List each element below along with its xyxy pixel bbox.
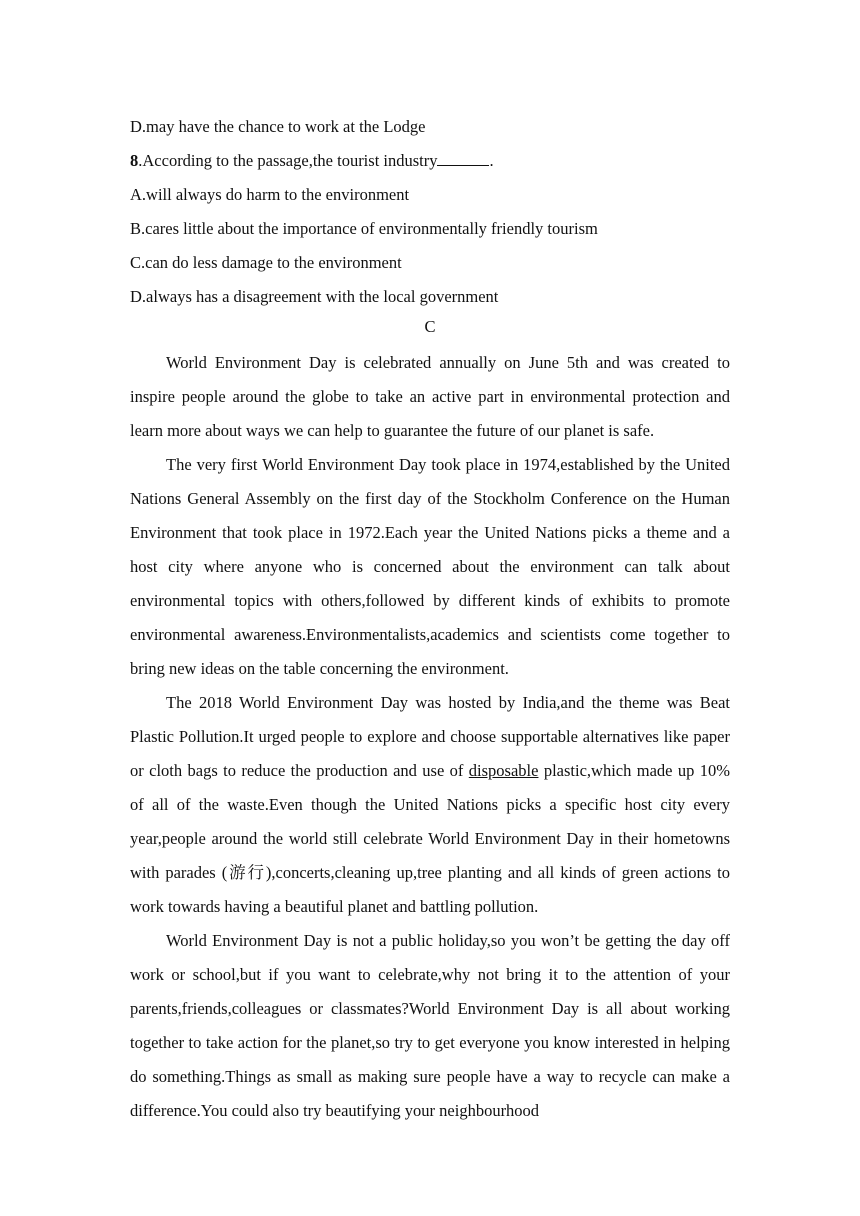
q8-stem-text: .According to the passage,the tourist industry <box>138 151 438 170</box>
q8-option-a: A.will always do harm to the environment <box>130 185 410 204</box>
section-heading: C <box>424 317 436 336</box>
p3-text-after: plastic,which made up 10% of all of the waste.Even though the United Nations picks a specific host city every year,people around the world still celebrate World Environment Day in their hometowns with parades (游行),concerts,cleaning up,tree planting and all kinds of green actions to work towards having a beautiful planet and battling pollution. <box>130 761 730 916</box>
q8-option-c: C.can do less damage to the environment <box>130 253 402 272</box>
q8-option-b: B.cares little about the importance of environmentally friendly tourism <box>130 219 598 238</box>
p3-text-before: The 2018 World Environment Day was hosted by India,and the theme was Beat Plastic Pollution.It urged people to explore and choose supportable alternatives like paper or cloth bags to reduce the production and use of <box>130 693 730 780</box>
q8-option-d: D.always has a disagreement with the local government <box>130 287 499 306</box>
underlined-word: disposable <box>468 761 539 780</box>
passage-paragraph-3 <box>130 686 730 924</box>
q8-number: 8 <box>130 151 139 170</box>
q7-option-d: D.may have the chance to work at the Lodge <box>130 117 426 136</box>
passage-paragraph-2: The very first World Environment Day took place in 1974,established by the United Nations General Assembly on the first day of the Stockholm Conference on the Human Environment that took place in 1972.Each year the United Nations picks a theme and a host city where anyone who is concerned about the environment can talk about environmental topics with others,followed by different kinds of exhibits to promote environmental awareness.Environmentalists,academics and scientists come together to bring new ideas on the table concerning the environment. <box>130 455 730 678</box>
q8-answer-blank <box>437 147 489 166</box>
q8-stem-end: . <box>489 151 494 170</box>
q8-stem <box>130 144 730 178</box>
passage-paragraph-1: World Environment Day is celebrated annually on June 5th and was created to inspire people around the globe to take an active part in environmental protection and learn more about ways we can help to guarantee the future of our planet is safe. <box>130 353 730 440</box>
passage-paragraph-4: World Environment Day is not a public holiday,so you won’t be getting the day off work or school,but if you want to celebrate,why not bring it to the attention of your parents,friends,colleagues or classmates?World Environment Day is all about working together to take action for the planet,so try to get everyone you know interested in helping do something.Things as small as making sure people have a way to recycle can make a difference.You could also try beautifying your neighbourhood <box>130 931 730 1120</box>
